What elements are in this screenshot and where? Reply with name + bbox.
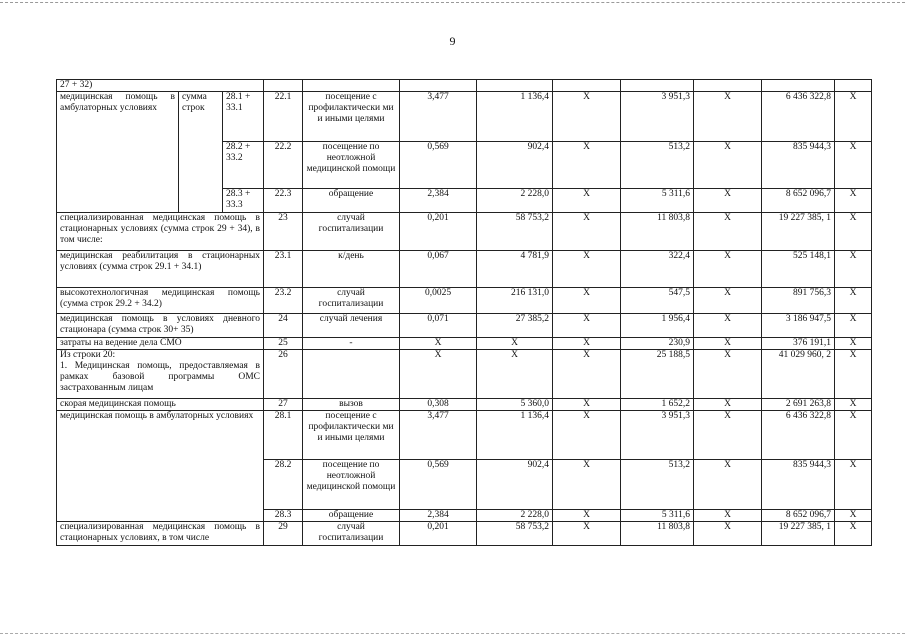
row-x: X <box>835 399 872 411</box>
row-name: медицинская реабилитация в стационарных условиях (сумма строк 29.1 + 34.1) <box>57 251 264 288</box>
row-code: 28.3 <box>264 510 303 522</box>
row-x: X <box>835 338 872 350</box>
row-unit: - <box>303 338 400 350</box>
row-norm: 3,477 <box>400 411 477 460</box>
row-x: X <box>553 399 621 411</box>
row-per-capita: 11 803,8 <box>621 522 694 546</box>
row-unit: случай госпитализации <box>303 522 400 546</box>
row-x: X <box>694 189 762 213</box>
row-name: высокотехнологичная медицинская помощь (сумма строк 29.2 + 34.2) <box>57 288 264 314</box>
row-norm: 0,067 <box>400 251 477 288</box>
row-x: X <box>694 460 762 510</box>
top-scan-rule <box>0 2 905 3</box>
bottom-scan-rule <box>0 633 905 634</box>
table-row <box>57 92 872 142</box>
row-norm: X <box>400 350 477 399</box>
row-cost: 58 753,2 <box>477 522 553 546</box>
row-x: X <box>694 251 762 288</box>
row-cost: 58 753,2 <box>477 213 553 251</box>
row-total: 19 227 385, 1 <box>762 213 835 251</box>
row-norm: 0,201 <box>400 522 477 546</box>
row-total: 891 756,3 <box>762 288 835 314</box>
row-per-capita: 25 188,5 <box>621 350 694 399</box>
row-lines: 28.1 + 33.1 <box>223 92 264 142</box>
row-code: 22.2 <box>264 142 303 189</box>
row-x: X <box>694 338 762 350</box>
row-x: X <box>835 213 872 251</box>
row-unit: случай госпитализации <box>303 288 400 314</box>
row-unit: обращение <box>303 510 400 522</box>
row-x: X <box>694 288 762 314</box>
row-x: X <box>553 460 621 510</box>
row-cost: X <box>477 338 553 350</box>
row-norm: 0,308 <box>400 399 477 411</box>
row-per-capita: 547,5 <box>621 288 694 314</box>
row-x: X <box>694 411 762 460</box>
financing-table <box>56 79 872 546</box>
row-name-block <box>57 350 264 399</box>
row-x: X <box>553 411 621 460</box>
row-x: X <box>694 142 762 189</box>
row-code: 25 <box>264 338 303 350</box>
row-name: медицинская помощь в условиях дневного стационара (сумма строк 30+ 35) <box>57 314 264 338</box>
row-x: X <box>835 189 872 213</box>
row-total: 376 191,1 <box>762 338 835 350</box>
table-row <box>57 288 872 314</box>
row-per-capita: 513,2 <box>621 142 694 189</box>
row-name: медицинская помощь в амбулаторных условиях <box>57 92 179 213</box>
row-per-capita: 3 951,3 <box>621 411 694 460</box>
row-per-capita: 322,4 <box>621 251 694 288</box>
table-row <box>57 338 872 350</box>
row-name: скорая медицинская помощь <box>57 399 264 411</box>
row-x: X <box>553 522 621 546</box>
row-x: X <box>694 350 762 399</box>
row-code: 24 <box>264 314 303 338</box>
row-sum-label: сумма строк <box>179 92 223 213</box>
row-unit: случай госпитализации <box>303 213 400 251</box>
row-per-capita: 513,2 <box>621 460 694 510</box>
row-total: 2 691 263,8 <box>762 399 835 411</box>
table-row <box>57 80 872 92</box>
row-total: 8 652 096,7 <box>762 510 835 522</box>
row-unit: посещение по неотложной медицинской помощи <box>303 142 400 189</box>
row-norm: 3,477 <box>400 92 477 142</box>
row-x: X <box>553 251 621 288</box>
row-cost: 902,4 <box>477 460 553 510</box>
row-unit: к/день <box>303 251 400 288</box>
page-number: 9 <box>449 34 456 48</box>
row-lines: 28.3 + 33.3 <box>223 189 264 213</box>
row-norm: X <box>400 338 477 350</box>
row-x: X <box>553 288 621 314</box>
row-per-capita: 230,9 <box>621 338 694 350</box>
row-total: 41 029 960, 2 <box>762 350 835 399</box>
row-name: затраты на ведение дела СМО <box>57 338 264 350</box>
row-total: 6 436 322,8 <box>762 92 835 142</box>
row-norm: 0,569 <box>400 460 477 510</box>
row-x: X <box>553 189 621 213</box>
row-x: X <box>553 92 621 142</box>
row-unit: вызов <box>303 399 400 411</box>
table-row <box>57 350 872 399</box>
row-cost: 27 385,2 <box>477 314 553 338</box>
row-code: 23.1 <box>264 251 303 288</box>
row-norm: 2,384 <box>400 510 477 522</box>
row-cost: 902,4 <box>477 142 553 189</box>
row-unit: посещение с профилактически ми и иными целями <box>303 92 400 142</box>
row-per-capita: 5 311,6 <box>621 510 694 522</box>
row-x: X <box>835 92 872 142</box>
row-code: 22.3 <box>264 189 303 213</box>
row-code: 23.2 <box>264 288 303 314</box>
row-x: X <box>835 510 872 522</box>
row-cost: X <box>477 350 553 399</box>
row-code: 23 <box>264 213 303 251</box>
row-code: 28.2 <box>264 460 303 510</box>
row-x: X <box>553 314 621 338</box>
row-x: X <box>835 350 872 399</box>
table-row <box>57 251 872 288</box>
row-per-capita: 11 803,8 <box>621 213 694 251</box>
row-x: X <box>694 314 762 338</box>
row-unit: обращение <box>303 189 400 213</box>
row-code: 28.1 <box>264 411 303 460</box>
row-unit: посещение по неотложной медицинской помощи <box>303 460 400 510</box>
table-row <box>57 314 872 338</box>
row-name-detail: 1. Медицинская помощь, предоставляемая в рамках базовой программы ОМС застрахованным лицам <box>60 361 260 393</box>
row-x: X <box>694 213 762 251</box>
row-norm: 0,569 <box>400 142 477 189</box>
row-norm: 0,071 <box>400 314 477 338</box>
row-total: 835 944,3 <box>762 460 835 510</box>
row-name: Из строки 20: <box>60 350 116 360</box>
row-total: 525 148,1 <box>762 251 835 288</box>
row-unit: посещение с профилактически ми и иными целями <box>303 411 400 460</box>
row-x: X <box>694 510 762 522</box>
row-unit <box>303 350 400 399</box>
row-cost: 4 781,9 <box>477 251 553 288</box>
row-x: X <box>835 314 872 338</box>
row-norm: 0,201 <box>400 213 477 251</box>
row-norm: 0,0025 <box>400 288 477 314</box>
row-cost: 5 360,0 <box>477 399 553 411</box>
row-cost: 1 136,4 <box>477 411 553 460</box>
row-x: X <box>835 411 872 460</box>
row-per-capita: 1 956,4 <box>621 314 694 338</box>
row-x: X <box>835 522 872 546</box>
row-x: X <box>553 213 621 251</box>
row-x: X <box>553 350 621 399</box>
row-x: X <box>553 338 621 350</box>
row-x: X <box>694 399 762 411</box>
table-row <box>57 213 872 251</box>
row-per-capita: 1 652,2 <box>621 399 694 411</box>
row-code: 29 <box>264 522 303 546</box>
row-code: 27 <box>264 399 303 411</box>
row-x: X <box>835 251 872 288</box>
row-x: X <box>835 142 872 189</box>
table-row <box>57 399 872 411</box>
row-name: специализированная медицинская помощь в стационарных условиях (сумма строк 29 + 34), в том числе: <box>57 213 264 251</box>
row-code: 22.1 <box>264 92 303 142</box>
row-code: 26 <box>264 350 303 399</box>
row-x: X <box>835 460 872 510</box>
row-x: X <box>553 510 621 522</box>
row-name: специализированная медицинская помощь в стационарных условиях, в том числе <box>57 522 264 546</box>
row-per-capita: 5 311,6 <box>621 189 694 213</box>
row-name: медицинская помощь в амбулаторных условиях <box>57 411 264 522</box>
row-x: X <box>694 522 762 546</box>
row-total: 835 944,3 <box>762 142 835 189</box>
row-norm: 2,384 <box>400 189 477 213</box>
row-total: 3 186 947,5 <box>762 314 835 338</box>
row-per-capita: 3 951,3 <box>621 92 694 142</box>
row-total: 8 652 096,7 <box>762 189 835 213</box>
row-total: 19 227 385, 1 <box>762 522 835 546</box>
table-row <box>57 411 872 460</box>
table-row <box>57 522 872 546</box>
row-cost: 2 228,0 <box>477 510 553 522</box>
row-total: 6 436 322,8 <box>762 411 835 460</box>
row-x: X <box>835 288 872 314</box>
row-x: X <box>553 142 621 189</box>
row-cost: 216 131,0 <box>477 288 553 314</box>
row-unit: случай лечения <box>303 314 400 338</box>
row-lines: 28.2 + 33.2 <box>223 142 264 189</box>
row-cost: 2 228,0 <box>477 189 553 213</box>
row-name: 27 + 32) <box>57 80 264 92</box>
row-x: X <box>694 92 762 142</box>
row-cost: 1 136,4 <box>477 92 553 142</box>
